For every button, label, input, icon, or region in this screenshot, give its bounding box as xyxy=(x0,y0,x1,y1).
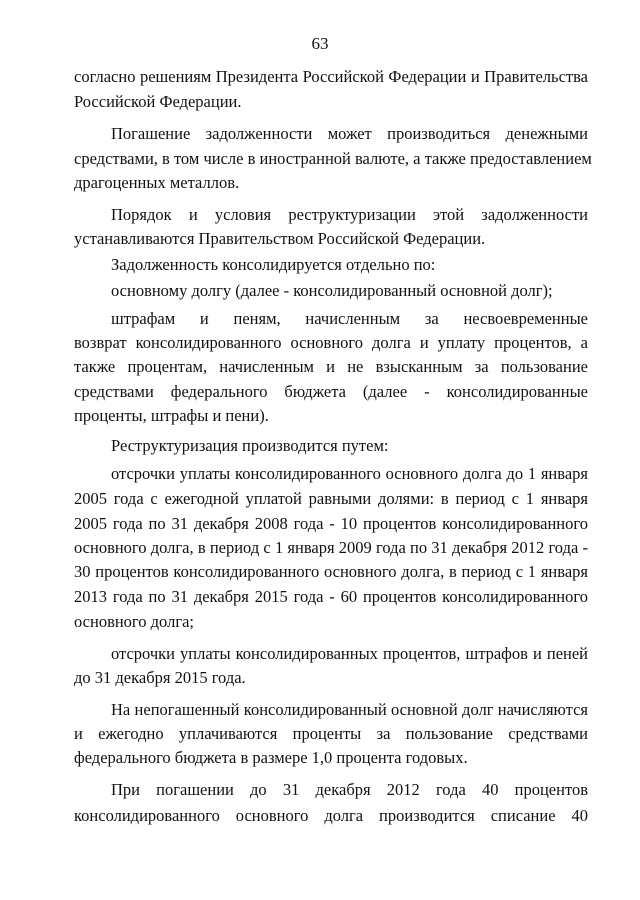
text-line: основного долга, в период с 1 января 2009 года по 31 декабря 2012 года - xyxy=(74,538,588,557)
text-line: Погашение задолженности может производиться денежными xyxy=(111,124,588,143)
text-line: отсрочки уплаты консолидированных процентов, штрафов и пеней xyxy=(111,644,588,663)
page-number: 63 xyxy=(311,34,329,53)
text-line: консолидированного основного долга производится списание 40 xyxy=(74,806,588,825)
text-line: драгоценных металлов. xyxy=(74,173,240,192)
text-line: до 31 декабря 2015 года. xyxy=(74,668,246,687)
text-line: При погашении до 31 декабря 2012 года 40 процентов xyxy=(111,780,588,799)
text-line: проценты, штрафы и пени). xyxy=(74,406,269,425)
text-line: основному долгу (далее - консолидированный основной долг); xyxy=(111,281,553,300)
text-line: и ежегодно уплачиваются проценты за пользование средствами xyxy=(74,724,588,743)
text-line: средствами, в том числе в иностранной валюте, а также предоставлением xyxy=(74,149,592,168)
text-line: возврат консолидированного основного долга и уплату процентов, а xyxy=(74,333,588,352)
text-line: 2005 года по 31 декабря 2008 года - 10 процентов консолидированного xyxy=(74,514,588,533)
text-line: отсрочки уплаты консолидированного основного долга до 1 января xyxy=(111,464,588,483)
text-line: устанавливаются Правительством Российской Федерации. xyxy=(74,229,486,248)
text-line: Реструктуризация производится путем: xyxy=(111,436,389,455)
text-line: 2005 года с ежегодной уплатой равными долями: в период с 1 января xyxy=(74,489,588,508)
text-line: также процентам, начисленным и не взысканным за пользование xyxy=(74,357,588,376)
text-line: федерального бюджета в размере 1,0 процента годовых. xyxy=(74,748,468,767)
text-line: основного долга; xyxy=(74,612,195,631)
text-line: Российской Федерации. xyxy=(74,92,242,111)
text-line: штрафам и пеням, начисленным за несвоевременные xyxy=(111,309,588,328)
text-line: 2013 года по 31 декабря 2015 года - 60 процентов консолидированного xyxy=(74,587,588,606)
text-line: Задолженность консолидируется отдельно по: xyxy=(111,255,436,274)
text-line: 30 процентов консолидированного основного долга, в период с 1 января xyxy=(74,562,588,581)
text-line: На непогашенный консолидированный основной долг начисляются xyxy=(111,700,588,719)
text-line: согласно решениям Президента Российской Федерации и Правительства xyxy=(74,67,588,86)
text-line: средствами федерального бюджета (далее - консолидированные xyxy=(74,382,588,401)
text-line: Порядок и условия реструктуризации этой задолженности xyxy=(111,205,588,224)
